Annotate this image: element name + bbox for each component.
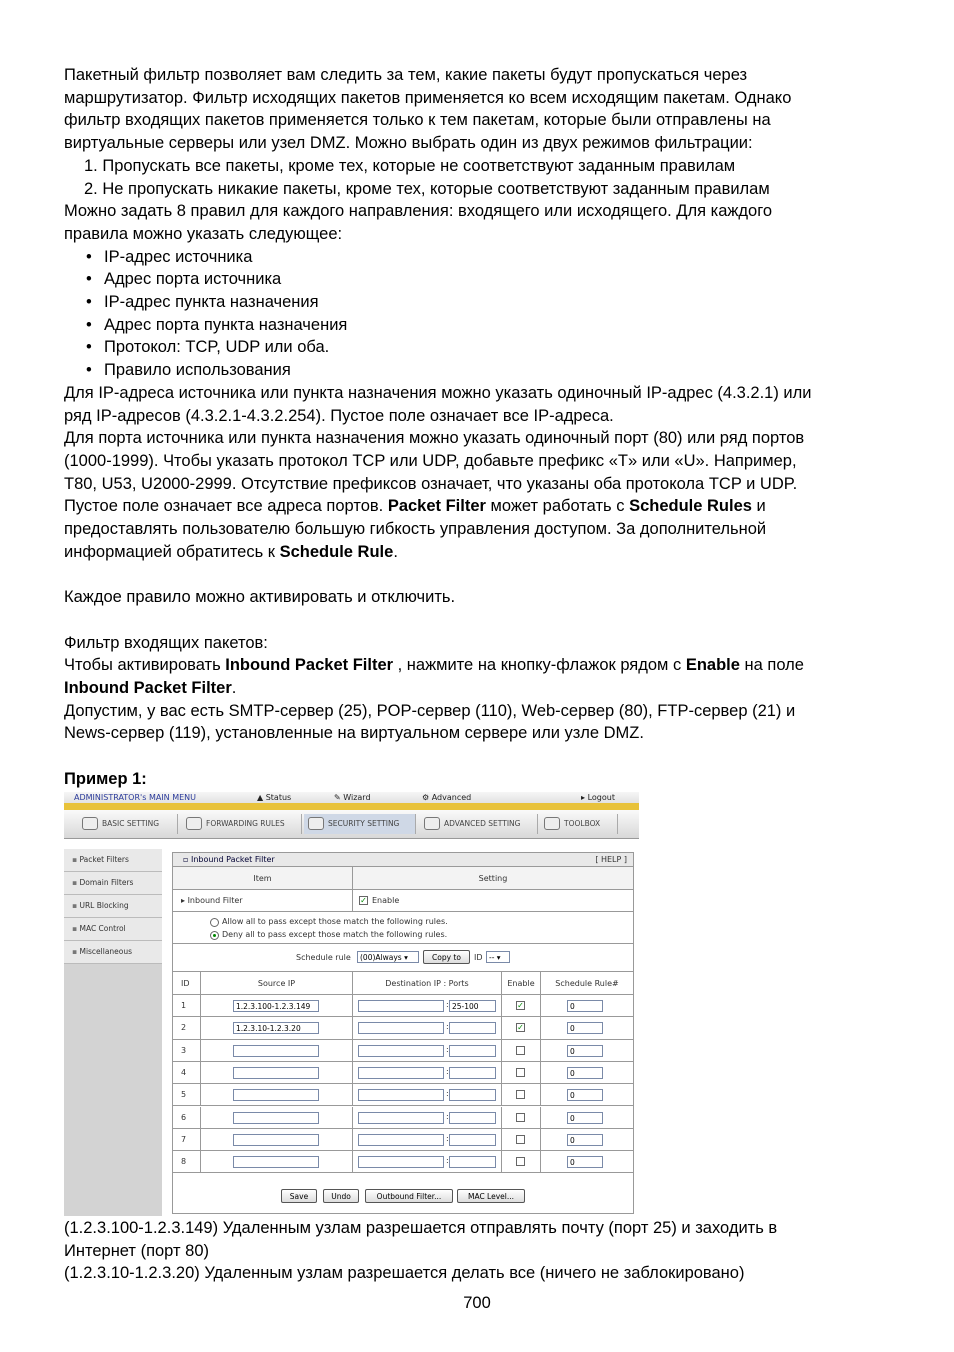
allow-label: Allow all to pass except those match the following rules. — [222, 917, 448, 926]
example-label: Пример 1: — [64, 769, 147, 788]
intro-line: маршрутизатор. Фильтр исходящих пакетов применяется ко всем исходящим пакетам. Однако — [64, 88, 792, 107]
port-text-line: T80, U53, U2000-2999. Отсутствие префиксов означает, что указаны оба протокола TCP и UDP. — [64, 474, 798, 493]
schedule-row — [173, 944, 633, 972]
inbound-title: Фильтр входящих пакетов: — [64, 633, 268, 652]
deny-label: Deny all to pass except those match the following rules. — [222, 930, 448, 939]
port-text-line: предоставлять пользователю большую гибкость управления доступом. За дополнительной — [64, 520, 767, 539]
schedule-rule-input[interactable]: 0 — [567, 1022, 603, 1034]
bullet-item: • IP-адрес пункта назначения — [64, 291, 894, 314]
source-ip-input[interactable] — [233, 1134, 319, 1146]
panel-title: ▫ Inbound Packet Filter — [183, 853, 275, 866]
destination-ip-input[interactable] — [358, 1156, 444, 1168]
header-enable: Enable — [507, 978, 535, 988]
tab-forwarding-rules[interactable]: FORWARDING RULES — [182, 814, 302, 834]
destination-ip-input[interactable] — [358, 1067, 444, 1079]
source-ip-input[interactable]: 1.2.3.10-1.2.3.20 — [233, 1022, 319, 1034]
status-link[interactable]: ▲ Status — [257, 793, 292, 802]
router-screenshot — [64, 792, 639, 1216]
table-row — [173, 1151, 633, 1173]
destination-ip-input[interactable] — [358, 1112, 444, 1124]
example-text-line: Допустим, у вас есть SMTP-сервер (25), POP-сервер (110), Web-сервер (80), FTP-сервер (21) и — [64, 701, 796, 720]
row-id: 3 — [181, 1045, 187, 1055]
filter-mode-list — [64, 155, 894, 200]
rule-enable-checkbox[interactable] — [516, 1068, 525, 1077]
inbound-filter-row — [173, 890, 633, 912]
security-icon — [308, 817, 324, 830]
bullet-item: • Адрес порта источника — [64, 268, 894, 291]
wizard-link[interactable]: ✎ Wizard — [334, 793, 371, 802]
admin-menu-label: ADMINISTRATOR's MAIN MENU — [74, 793, 196, 802]
row-id: 8 — [181, 1157, 187, 1167]
sidebar-item-url-blocking[interactable]: ▪ URL Blocking — [64, 895, 162, 918]
advanced-link[interactable]: ⚙ Advanced — [422, 793, 472, 802]
item-setting-header — [173, 867, 633, 890]
row-id: 5 — [181, 1090, 187, 1100]
main-tabs — [64, 810, 639, 839]
schedule-rule-input[interactable]: 0 — [567, 1045, 603, 1057]
rule-fields-list — [64, 246, 894, 382]
ip-text-line: ряд IP-адресов (4.3.2.1-4.3.2.254). Пустое поле означает все IP-адреса. — [64, 406, 614, 425]
advanced-setting-icon — [424, 817, 440, 830]
id-select[interactable]: -- ▾ — [486, 951, 510, 963]
after-line: (1.2.3.10-1.2.3.20) Удаленным узлам разрешается делать все (ничего не заблокировано) — [64, 1264, 745, 1283]
after-text — [64, 1217, 894, 1285]
port-input[interactable]: 25-100 — [449, 1000, 496, 1012]
table-row — [173, 1084, 633, 1106]
example-text-line: News-сервер (119), установленные на виртуальном сервере или узле DMZ. — [64, 724, 644, 743]
sidebar-item-mac-control[interactable]: ▪ MAC Control — [64, 918, 162, 941]
basic-setting-icon — [82, 817, 98, 830]
port-input[interactable] — [449, 1045, 496, 1057]
top-menu-bar — [64, 792, 639, 803]
port-text-line: Для порта источника или пункта назначения можно указать одиночный порт (80) или ряд портов — [64, 429, 805, 448]
inbound-text-line: Чтобы активировать Inbound Packet Filter , нажмите на кнопку-флажок рядом с Enable на поле — [64, 656, 804, 675]
port-input[interactable] — [449, 1067, 496, 1079]
mode-radios — [173, 912, 633, 944]
port-input[interactable] — [449, 1089, 496, 1101]
bullet-item: • Протокол: TCP, UDP или оба. — [64, 336, 894, 359]
document-body — [64, 64, 894, 790]
bullet-item: • IP-адрес источника — [64, 246, 894, 269]
row-id: 1 — [181, 1001, 187, 1011]
save-button[interactable]: Save — [281, 1189, 317, 1203]
mode-item: 1. Пропускать все пакеты, кроме тех, которые не соответствуют заданным правилам — [84, 156, 736, 175]
port-input[interactable] — [449, 1112, 496, 1124]
source-ip-input[interactable] — [233, 1067, 319, 1079]
rule-enable-checkbox[interactable] — [516, 1157, 525, 1166]
sidebar-item-domain-filters[interactable]: ▪ Domain Filters — [64, 872, 162, 895]
inbound-text-line: Inbound Packet Filter. — [64, 678, 237, 697]
accent-bar — [64, 803, 639, 810]
row-id: 6 — [181, 1112, 187, 1122]
port-separator: : — [446, 1066, 449, 1076]
copy-to-button[interactable]: Copy to — [423, 950, 470, 964]
mode-item: 2. Не пропускать никакие пакеты, кроме тех, которые соответствуют заданным правилам — [84, 179, 770, 198]
rules-intro-line: Можно задать 8 правил для каждого направления: входящего или исходящего. Для каждого — [64, 202, 773, 221]
port-separator: : — [446, 1022, 449, 1032]
port-text-line: (1000-1999). Чтобы указать протокол TCP или UDP, добавьте префикс «T» или «U». Например, — [64, 451, 797, 470]
header-destination: Destination IP : Ports — [385, 978, 469, 988]
header-source-ip: Source IP — [257, 978, 296, 988]
intro-line: виртуальные серверы или узел DMZ. Можно выбрать один из двух режимов фильтрации: — [64, 134, 753, 153]
rule-enable-checkbox[interactable] — [516, 1090, 525, 1099]
inbound-filter-panel — [172, 852, 634, 1214]
schedule-rule-input[interactable]: 0 — [567, 1134, 603, 1146]
panel-header — [173, 853, 633, 867]
port-separator: : — [446, 1044, 449, 1054]
schedule-rule-input[interactable]: 0 — [567, 1000, 603, 1012]
tab-basic-setting[interactable]: BASIC SETTING — [78, 814, 178, 834]
source-ip-input[interactable] — [233, 1112, 319, 1124]
forwarding-icon — [186, 817, 202, 830]
bullet-item: • Правило использования — [64, 359, 894, 382]
sidebar-item-packet-filters[interactable]: ▪ Packet Filters — [64, 849, 162, 872]
schedule-select[interactable]: (00)Always ▾ — [357, 951, 419, 963]
allow-radio[interactable] — [210, 918, 219, 927]
tab-toolbox[interactable]: TOOLBOX — [540, 814, 618, 834]
page-number: 700 — [463, 1294, 491, 1312]
col-setting: Setting — [478, 873, 508, 883]
enable-checkbox[interactable]: ✓ — [360, 896, 367, 905]
header-id: ID — [181, 978, 190, 988]
toolbox-icon — [544, 817, 560, 830]
schedule-rule-input[interactable]: 0 — [567, 1156, 603, 1168]
destination-ip-input[interactable] — [358, 1134, 444, 1146]
deny-radio[interactable] — [210, 931, 219, 940]
schedule-label: Schedule rule — [296, 953, 351, 962]
schedule-rule-input[interactable]: 0 — [567, 1089, 603, 1101]
id-label: ID — [474, 953, 483, 962]
enable-label: Enable — [372, 896, 400, 905]
header-schedule-rule: Schedule Rule# — [555, 978, 619, 988]
logout-link[interactable]: ▸ Logout — [581, 793, 615, 802]
row-id: 2 — [181, 1023, 187, 1033]
undo-button[interactable]: Undo — [323, 1189, 359, 1203]
port-text-line: Пустое поле означает все адреса портов. Packet Filter может работать с Schedule Rules и — [64, 497, 766, 516]
table-row — [173, 1062, 633, 1084]
table-row — [173, 1017, 633, 1039]
rules-intro-line: правила можно указать следующее: — [64, 224, 343, 243]
port-separator: : — [446, 1000, 449, 1009]
sidebar — [64, 849, 162, 1216]
port-text-line: информацией обратитесь к Schedule Rule. — [64, 542, 398, 561]
rule-enable-checkbox[interactable] — [516, 1046, 525, 1055]
tab-security-setting[interactable]: SECURITY SETTING — [304, 814, 416, 834]
port-separator: : — [446, 1133, 449, 1143]
port-input[interactable] — [449, 1134, 496, 1146]
destination-ip-input[interactable] — [358, 1045, 444, 1057]
table-row — [173, 1129, 633, 1151]
intro-line: Пакетный фильтр позволяет вам следить за тем, какие пакеты будут пропускаться через — [64, 66, 748, 84]
rule-enable-checkbox[interactable] — [516, 1113, 525, 1122]
col-item: Item — [253, 873, 272, 883]
port-input[interactable] — [449, 1156, 496, 1168]
rules-header — [173, 972, 633, 995]
row-id: 7 — [181, 1134, 187, 1144]
mac-level-button[interactable]: MAC Level... — [457, 1189, 525, 1203]
after-line: Интернет (порт 80) — [64, 1241, 209, 1260]
port-separator: : — [446, 1111, 449, 1121]
destination-ip-input[interactable] — [358, 1089, 444, 1101]
destination-ip-input[interactable] — [358, 1000, 444, 1012]
rule-enable-checkbox[interactable]: ✓ — [517, 1023, 524, 1033]
table-row — [173, 1040, 633, 1062]
source-ip-input[interactable] — [233, 1089, 319, 1101]
ip-text-line: Для IP-адреса источника или пункта назначения можно указать одиночный IP-адрес (4.3.2.1) или — [64, 383, 812, 402]
destination-ip-input[interactable] — [358, 1022, 444, 1034]
bullet-item: • Адрес порта пункта назначения — [64, 314, 894, 337]
activate-text: Каждое правило можно активировать и отключить. — [64, 588, 456, 607]
source-ip-input[interactable] — [233, 1045, 319, 1057]
help-link[interactable]: [ HELP ] — [595, 855, 627, 864]
port-separator: : — [446, 1089, 449, 1099]
port-input[interactable] — [449, 1022, 496, 1034]
sidebar-item-miscellaneous[interactable]: ▪ Miscellaneous — [64, 941, 162, 964]
outbound-filter-button[interactable]: Outbound Filter... — [365, 1189, 453, 1203]
port-separator: : — [446, 1156, 449, 1166]
inbound-filter-label: ▸ Inbound Filter — [181, 896, 243, 905]
source-ip-input[interactable]: 1.2.3.100-1.2.3.149 — [233, 1000, 319, 1012]
rule-enable-checkbox[interactable] — [516, 1135, 525, 1144]
source-ip-input[interactable] — [233, 1156, 319, 1168]
after-line: (1.2.3.100-1.2.3.149) Удаленным узлам разрешается отправлять почту (порт 25) и заходить в — [64, 1219, 778, 1237]
row-id: 4 — [181, 1068, 187, 1078]
rule-enable-checkbox[interactable]: ✓ — [517, 1001, 524, 1010]
tab-advanced-setting[interactable]: ADVANCED SETTING — [420, 814, 538, 834]
schedule-rule-input[interactable]: 0 — [567, 1067, 603, 1079]
intro-line: фильтр входящих пакетов применяется только к тем пакетам, которые были отправлены на — [64, 111, 771, 130]
table-row — [173, 995, 633, 1017]
schedule-rule-input[interactable]: 0 — [567, 1112, 603, 1124]
table-row — [173, 1107, 633, 1129]
